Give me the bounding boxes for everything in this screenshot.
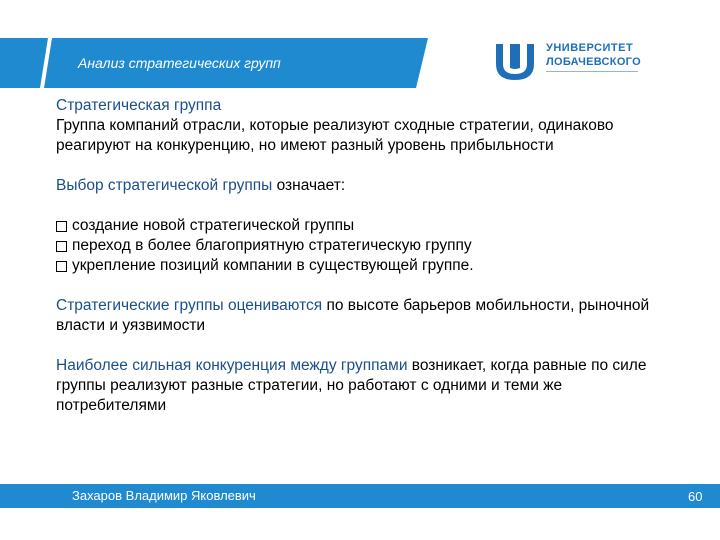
- list-item: переход в более благоприятную стратегическую группу: [56, 236, 676, 256]
- university-logo-icon: [494, 40, 544, 82]
- choice-paragraph: [56, 176, 676, 196]
- slide-title: Анализ стратегических групп: [78, 55, 281, 71]
- page-number: 60: [688, 489, 703, 504]
- evaluation-heading: Стратегические группы оцениваются: [56, 297, 323, 314]
- choice-heading: Выбор стратегической группы: [56, 177, 273, 194]
- competition-text: возникает, когда равные по силе группы реализуют разные стратегии, но работают с одними и теми же потребителями: [56, 357, 647, 414]
- slide-content: [56, 96, 676, 416]
- list-item: создание новой стратегической группы: [56, 216, 676, 236]
- checkbox-bullet-icon: [56, 241, 67, 252]
- logo-text-line2: ЛОБАЧЕВСКОГО: [546, 56, 641, 68]
- competition-paragraph: [56, 356, 676, 416]
- list-item: укрепление позиций компании в существующей группе.: [56, 256, 676, 276]
- definition-text: Группа компаний отрасли, которые реализуют сходные стратегии, одинаково реагируют на конкуренцию, но имеют разный уровень прибыльности: [56, 117, 614, 154]
- logo-text-line1: УНИВЕРСИТЕТ: [546, 42, 634, 54]
- logo-underline: [546, 71, 638, 72]
- competition-heading: Наиболее сильная конкуренция между группами: [56, 357, 408, 374]
- checkbox-bullet-icon: [56, 221, 67, 232]
- choice-suffix: означает:: [272, 177, 346, 194]
- definition-heading: Стратегическая группа: [56, 97, 222, 114]
- evaluation-paragraph: [56, 296, 676, 336]
- evaluation-text: по высоте барьеров мобильности, рыночной власти и уязвимости: [56, 297, 650, 334]
- footer-author: Захаров Владимир Яковлевич: [72, 488, 256, 503]
- checkbox-bullet-icon: [56, 261, 67, 272]
